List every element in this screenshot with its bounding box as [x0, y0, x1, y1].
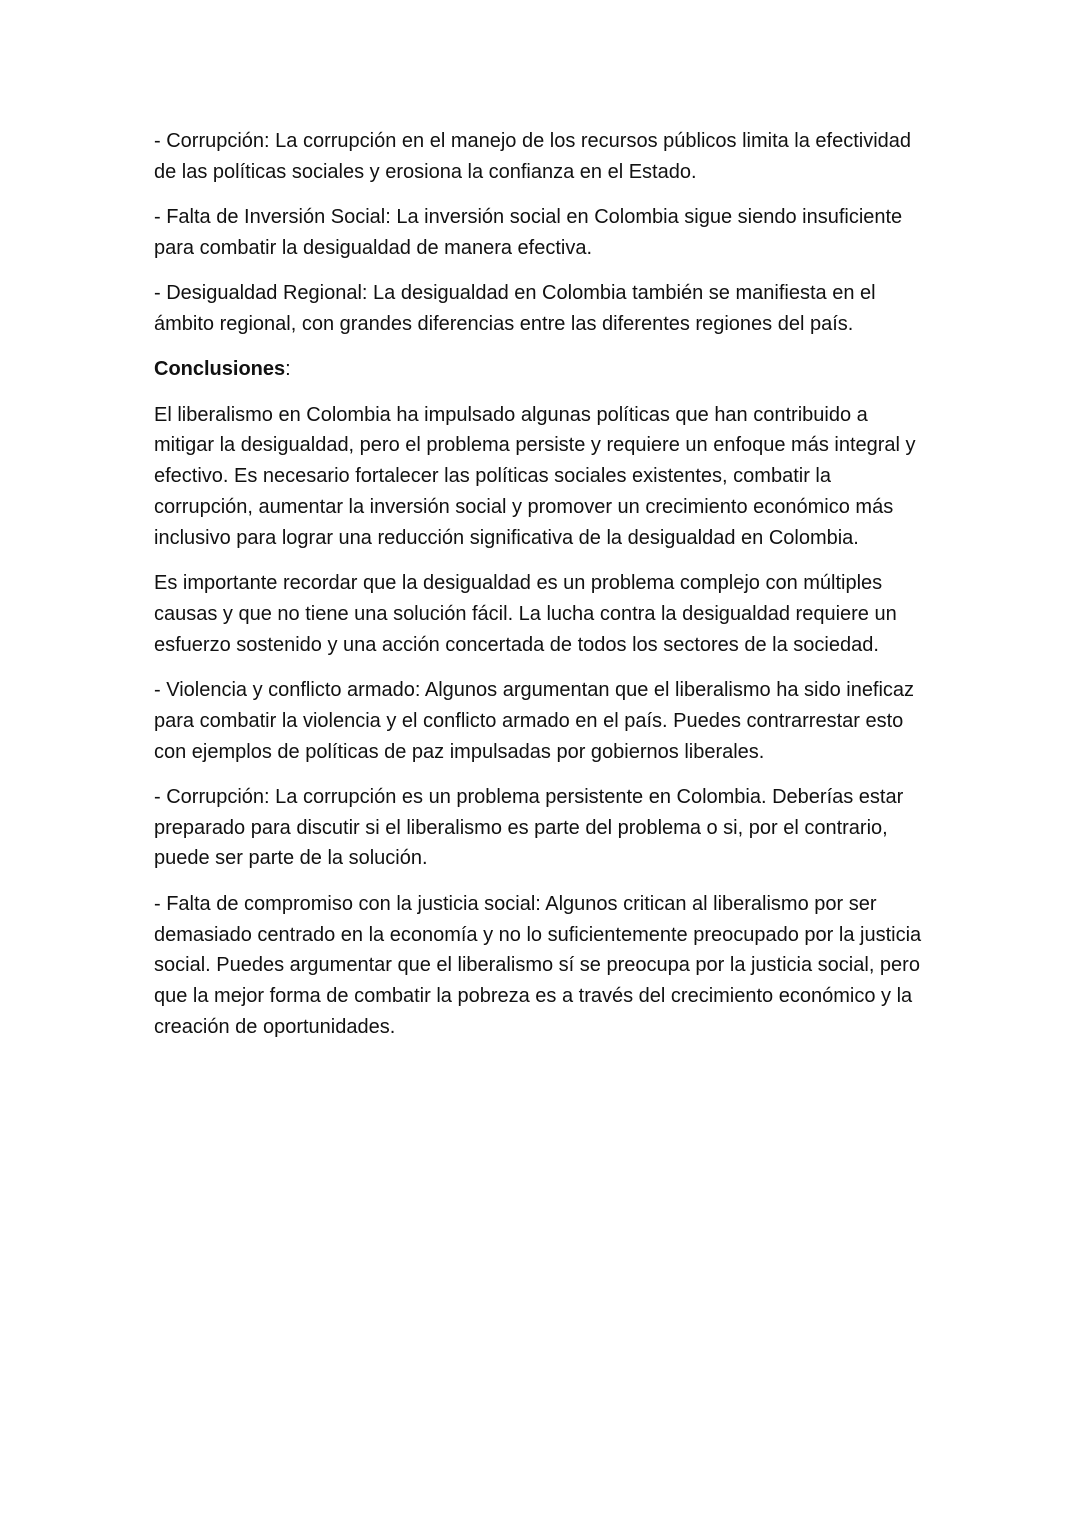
paragraph-justicia-social: - Falta de compromiso con la justicia social: Algunos critican al liberalismo por ser demasiado centrado en la economía y no lo suficientemente preocupado por la justicia social. Puedes argumentar que el liberalismo sí se preocupa por la justicia social, pero que la mejor forma de combatir la pobreza es a través del crecimiento económico y la creación de oportunidades.: [154, 892, 922, 1038]
paragraph-falta-inversion-social: - Falta de Inversión Social: La inversión social en Colombia sigue siendo insuficiente para combatir la desigualdad de manera efectiva.: [154, 206, 903, 259]
paragraph-desigualdad-regional: - Desigualdad Regional: La desigualdad en Colombia también se manifiesta en el ámbito regional, con grandes diferencias entre las diferentes regiones del país.: [154, 282, 876, 335]
paragraph-conclusion-complejidad: Es importante recordar que la desigualdad es un problema complejo con múltiples causas y que no tiene una solución fácil. La lucha contra la desigualdad requiere un esfuerzo sostenido y una acción concertada de todos los sectores de la sociedad.: [154, 572, 897, 656]
paragraph-violencia-conflicto: - Violencia y conflicto armado: Algunos argumentan que el liberalismo ha sido ineficaz para combatir la violencia y el conflicto armado en el país. Puedes contrarrestar esto con ejemplos de políticas de paz impulsadas por gobiernos liberales.: [154, 678, 915, 763]
conclusions-heading: Conclusiones: [154, 358, 286, 381]
document-body: [154, 126, 930, 1057]
paragraph-conclusion-liberalismo: El liberalismo en Colombia ha impulsado algunas políticas que han contribuido a mitigar la desigualdad, pero el problema persiste y requiere un enfoque más integral y efectivo. Es necesario fortalecer las políticas sociales existentes, combatir la corrupción, aumentar la inversión social y promover un crecimiento económico más inclusivo para lograr una reducción significativa de la desigualdad en Colombia.: [154, 403, 916, 549]
conclusions-heading-colon: :: [285, 358, 291, 381]
paragraph-corrupcion-recursos: - Corrupción: La corrupción en el manejo de los recursos públicos limita la efectividad de las políticas sociales y erosiona la confianza en el Estado.: [154, 130, 912, 183]
conclusions-heading-line: [154, 354, 930, 385]
paragraph-corrupcion-persistente: - Corrupción: La corrupción es un problema persistente en Colombia. Deberías estar preparado para discutir si el liberalismo es parte del problema o si, por el contrario, puede ser parte de la solución.: [154, 785, 904, 870]
